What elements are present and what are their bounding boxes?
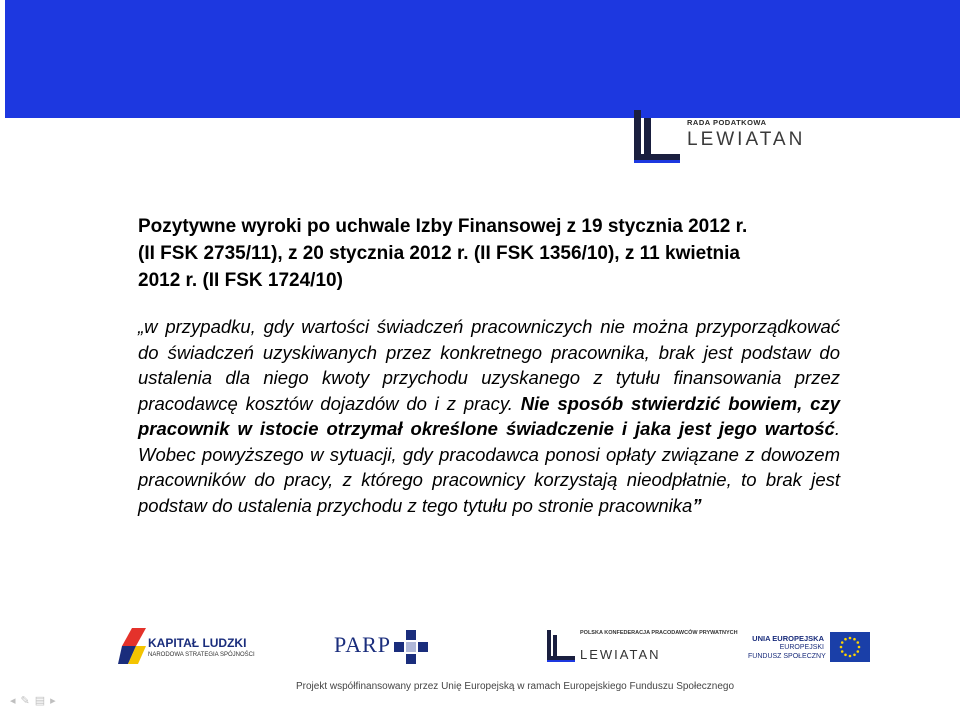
lewiatan-small-mark-icon (546, 630, 576, 664)
pkpp-big-text: LEWIATAN (580, 647, 661, 662)
eu-line-2: EUROPEJSKI (779, 644, 824, 651)
slide-heading (138, 213, 838, 294)
kapital-ludzki-title: KAPITAŁ LUDZKI (148, 636, 247, 650)
pkpp-small-text: POLSKA KONFEDERACJA PRACODAWCÓW PRYWATNYCH (580, 630, 738, 636)
eu-text (748, 634, 824, 661)
heading-line-3: 2012 r. (II FSK 1724/10) (138, 270, 343, 291)
slide-nav-controls[interactable] (10, 694, 61, 707)
rada-podatkowa-lewiatan-logo (632, 110, 832, 164)
parp-text: PARP (334, 632, 392, 657)
next-arrow-icon[interactable]: ▸ (50, 695, 61, 707)
kapital-ludzki-icon (118, 628, 146, 664)
quote-text-bold: Nie sposób stwierdzić bowiem, czy pracownik w istocie otrzymał określone świadczenie i jaka jest jego wartość (138, 392, 840, 439)
pen-icon[interactable]: ✎ (20, 695, 35, 707)
prev-arrow-icon[interactable]: ◂ (10, 695, 21, 707)
kapital-ludzki-subtitle: NARODOWA STRATEGIA SPÓJNOŚCI (148, 652, 255, 658)
logo-big-text: LEWIATAN (687, 129, 806, 150)
quote-text-1: „w przypadku, gdy wartości świadczeń pracowniczych nie można przyporządkować do świadczeń uzyskiwanych przez konkretnego pracownika, brak jest podstaw do ustalenia dla niego kwoty przychodu uzyskanego z tytułu finansowania przez pracodawcę kosztów dojazdów do i z pracy. (138, 316, 840, 414)
quote-text-2: . Wobec powyższego w sytuacji, gdy pracodawca ponosi opłaty związane z dowozem pracowników do pracy, z którego pracownicy korzystają nieodpłatnie, to brak jest podstaw do ustalenia przychodu z tego tytułu po stronie pracownika (138, 418, 840, 516)
footer-logos (0, 618, 960, 678)
court-quote (138, 314, 840, 518)
eu-line-3: FUNDUSZ SPOŁECZNY (748, 653, 826, 660)
lewiatan-mark-icon (632, 110, 682, 164)
heading-line-1: Pozytywne wyroki po uchwale Izby Finansowej z 19 stycznia 2012 r. (138, 216, 748, 237)
eu-line-1: UNIA EUROPEJSKA (752, 634, 824, 643)
header-band (5, 0, 960, 118)
footer-cofinancing-note: Projekt współfinansowany przez Unię Europejską w ramach Europejskiego Funduszu Społecznego (296, 681, 735, 692)
quote-close-mark: ” (692, 494, 702, 516)
parp-mark-icon (394, 630, 428, 664)
logo-small-text: RADA PODATKOWA (687, 118, 767, 127)
eu-flag-icon (830, 632, 870, 662)
menu-icon[interactable]: ▤ (34, 695, 51, 707)
heading-line-2: (II FSK 2735/11), z 20 stycznia 2012 r. (II FSK 1356/10), z 11 kwietnia (138, 243, 740, 264)
